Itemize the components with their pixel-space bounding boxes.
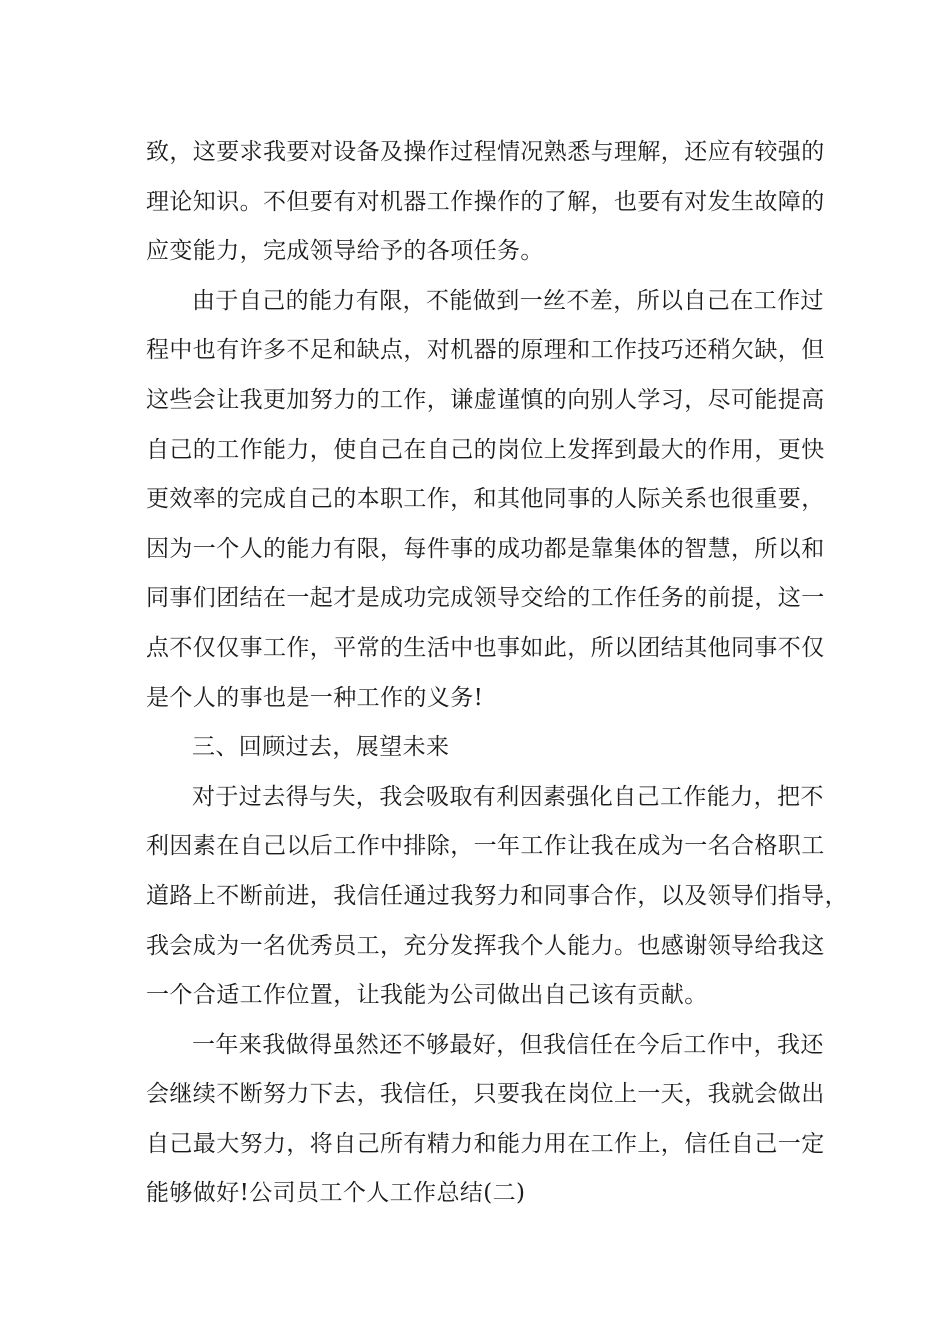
text-line: 我会成为一名优秀员工，充分发挥我个人能力。也感谢领导给我这: [146, 932, 825, 959]
text-line: 会继续不断努力下去，我信任，只要我在岗位上一天，我就会做出: [146, 1081, 825, 1108]
text-line: 因为一个人的能力有限，每件事的成功都是靠集体的智慧，所以和: [146, 535, 825, 562]
text-line: 能够做好!公司员工个人工作总结(二): [146, 1180, 526, 1207]
text-line: 一个合适工作位置，让我能为公司做出自己该有贡献。: [146, 982, 708, 1009]
text-line: 利因素在自己以后工作中排除，一年工作让我在成为一名合格职工: [146, 833, 825, 860]
section-heading: 三、回顾过去，展望未来: [192, 734, 450, 761]
text-line: 是个人的事也是一种工作的义务!: [146, 684, 484, 711]
text-line: 一年来我做得虽然还不够最好，但我信任在今后工作中，我还: [192, 1031, 824, 1058]
text-line: 自己的工作能力，使自己在自己的岗位上发挥到最大的作用，更快: [146, 436, 825, 463]
text-line: 对于过去得与失，我会吸取有利因素强化自己工作能力，把不: [192, 783, 824, 810]
text-line: 致，这要求我要对设备及操作过程情况熟悉与理解，还应有较强的: [146, 139, 825, 165]
text-line: 同事们团结在一起才是成功完成领导交给的工作任务的前提，这一: [146, 585, 825, 612]
text-line: 应变能力，完成领导给予的各项任务。: [146, 238, 544, 265]
text-line: 这些会让我更加努力的工作，谦虚谨慎的向别人学习，尽可能提高: [146, 386, 825, 413]
document-body: [146, 128, 848, 1219]
text-line: 由于自己的能力有限，不能做到一丝不差，所以自己在工作过: [192, 287, 824, 314]
text-line: 自己最大努力，将自己所有精力和能力用在工作上，信任自己一定: [146, 1130, 825, 1157]
text-line: 程中也有许多不足和缺点，对机器的原理和工作技巧还稍欠缺，但: [146, 337, 825, 364]
text-line: 理论知识。不但要有对机器工作操作的了解，也要有对发生故障的: [146, 188, 825, 215]
text-line: 更效率的完成自己的本职工作，和其他同事的人际关系也很重要，: [146, 486, 825, 513]
text-line: 道路上不断前进，我信任通过我努力和同事合作，以及领导们指导，: [146, 882, 848, 909]
text-line: 点不仅仅事工作，平常的生活中也事如此，所以团结其他同事不仅: [146, 634, 825, 661]
